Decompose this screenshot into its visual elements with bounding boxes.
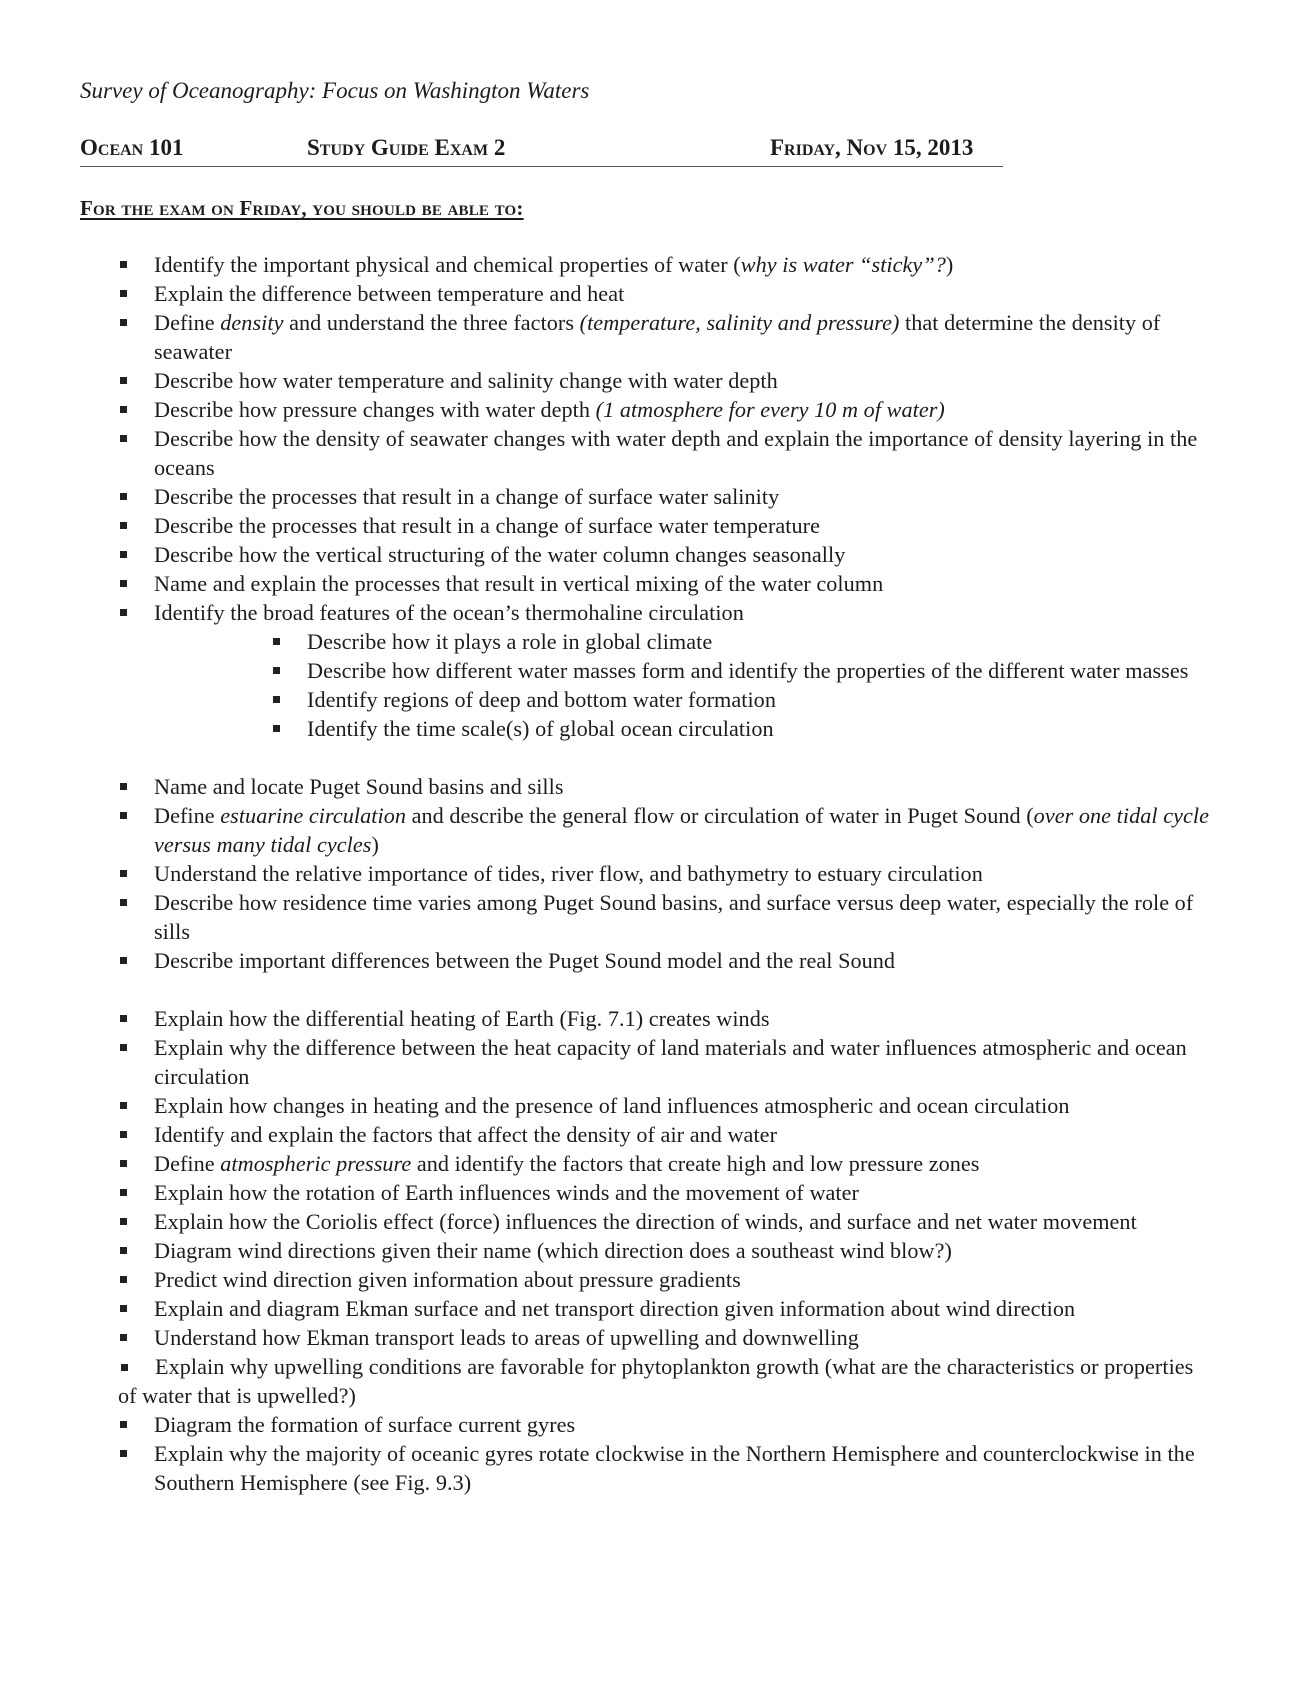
- objective-item: Describe how pressure changes with water depth (1 atmosphere for every 10 m of water): [0, 395, 1212, 424]
- exam-date: Friday, Nov 15, 2013: [770, 135, 974, 160]
- bullet-square-icon: [273, 696, 280, 703]
- instructions-heading: For the exam on Friday, you should be able to:: [80, 196, 524, 220]
- bullet-square-icon: [120, 406, 127, 413]
- objective-item: Name and locate Puget Sound basins and sills: [0, 772, 1212, 801]
- course-code: Ocean 101: [80, 135, 184, 160]
- objective-item: Explain and diagram Ekman surface and net transport direction given information about wind direction: [0, 1294, 1212, 1323]
- bullet-square-icon: [120, 1044, 127, 1051]
- bullet-square-icon: [120, 435, 127, 442]
- objective-item: Explain the difference between temperature and heat: [0, 279, 1212, 308]
- objective-item: Describe important differences between the Puget Sound model and the real Sound: [0, 946, 1212, 975]
- objective-item: Describe the processes that result in a change of surface water salinity: [0, 482, 1212, 511]
- bullet-square-icon: [120, 1160, 127, 1167]
- bullet-square-icon: [273, 667, 280, 674]
- objective-item: Identify and explain the factors that affect the density of air and water: [0, 1120, 1212, 1149]
- objective-item: Predict wind direction given information about pressure gradients: [0, 1265, 1212, 1294]
- bullet-square-icon: [120, 290, 127, 297]
- header-divider: [80, 166, 1003, 167]
- objective-item: Explain why upwelling conditions are favorable for phytoplankton growth (what are the characteristics or properties of water that is upwelled?): [118, 1354, 1194, 1408]
- bullet-square-icon: [120, 1131, 127, 1138]
- bullet-square-icon: [120, 899, 127, 906]
- objective-item: Explain how the differential heating of Earth (Fig. 7.1) creates winds: [0, 1004, 1212, 1033]
- objective-item: Explain why the difference between the heat capacity of land materials and water influences atmospheric and ocean circulation: [0, 1033, 1212, 1091]
- bullet-square-icon: [120, 957, 127, 964]
- objective-item: Explain how changes in heating and the presence of land influences atmospheric and ocean circulation: [0, 1091, 1212, 1120]
- bullet-square-icon: [120, 377, 127, 384]
- objective-item: Describe how the density of seawater changes with water depth and explain the importance of density layering in the oceans: [0, 424, 1212, 482]
- bullet-square-icon: [120, 493, 127, 500]
- objective-item: Define estuarine circulation and describe the general flow or circulation of water in Puget Sound (over one tidal cycle versus many tidal cycles): [0, 801, 1212, 859]
- bullet-square-icon: [120, 580, 127, 587]
- objective-item: Diagram the formation of surface current gyres: [0, 1410, 1212, 1439]
- objective-item: Name and explain the processes that result in vertical mixing of the water column: [0, 569, 1212, 598]
- sub-objective-item: Describe how different water masses form and identify the properties of the different water masses: [0, 656, 1212, 685]
- objectives-list: [0, 250, 1306, 1497]
- bullet-square-icon: [120, 261, 127, 268]
- objective-item: Explain how the Coriolis effect (force) influences the direction of winds, and surface and net water movement: [0, 1207, 1212, 1236]
- sub-objective-item: Identify regions of deep and bottom water formation: [0, 685, 1212, 714]
- objective-item: Define atmospheric pressure and identify the factors that create high and low pressure zones: [0, 1149, 1212, 1178]
- bullet-square-icon: [120, 1102, 127, 1109]
- course-title: Survey of Oceanography: Focus on Washington Waters: [80, 78, 590, 103]
- objective-item: Describe how the vertical structuring of the water column changes seasonally: [0, 540, 1212, 569]
- bullet-square-icon: [120, 522, 127, 529]
- sub-objective-item: Identify the time scale(s) of global ocean circulation: [0, 714, 1212, 743]
- section-gap: [0, 975, 1306, 1004]
- bullet-square-icon: [120, 1015, 127, 1022]
- bullet-square-icon: [120, 1189, 127, 1196]
- objective-item: Explain why the majority of oceanic gyres rotate clockwise in the Northern Hemisphere and counterclockwise in the Southern Hemisphere (see Fig. 9.3): [0, 1439, 1212, 1497]
- objective-item: Identify the broad features of the ocean’s thermohaline circulation: [0, 598, 1212, 627]
- bullet-square-icon: [120, 1305, 127, 1312]
- bullet-square-icon: [120, 1334, 127, 1341]
- sub-objective-item: Describe how it plays a role in global climate: [0, 627, 1212, 656]
- bullet-square-icon: [273, 638, 280, 645]
- objective-item: Describe how water temperature and salinity change with water depth: [0, 366, 1212, 395]
- bullet-square-icon: [120, 783, 127, 790]
- objective-item: Understand how Ekman transport leads to areas of upwelling and downwelling: [0, 1323, 1212, 1352]
- bullet-square-icon: [121, 1364, 128, 1371]
- objective-item: Define density and understand the three factors (temperature, salinity and pressure) that determine the density of seawater: [0, 308, 1212, 366]
- objective-item: Describe the processes that result in a change of surface water temperature: [0, 511, 1212, 540]
- section-gap: [0, 743, 1306, 772]
- bullet-square-icon: [120, 1276, 127, 1283]
- objective-item: Describe how residence time varies among Puget Sound basins, and surface versus deep water, especially the role of sills: [0, 888, 1212, 946]
- bullet-square-icon: [120, 551, 127, 558]
- bullet-square-icon: [120, 1218, 127, 1225]
- exam-header: [80, 135, 1220, 169]
- bullet-square-icon: [120, 1450, 127, 1457]
- bullet-square-icon: [120, 609, 127, 616]
- guide-title: Study Guide Exam 2: [307, 135, 506, 160]
- objective-item: Identify the important physical and chemical properties of water (why is water “sticky”?): [0, 250, 1212, 279]
- bullet-square-icon: [273, 725, 280, 732]
- bullet-square-icon: [120, 1247, 127, 1254]
- bullet-square-icon: [120, 319, 127, 326]
- objective-item: Explain how the rotation of Earth influences winds and the movement of water: [0, 1178, 1212, 1207]
- objective-item: Understand the relative importance of tides, river flow, and bathymetry to estuary circulation: [0, 859, 1212, 888]
- bullet-square-icon: [120, 870, 127, 877]
- bullet-square-icon: [120, 1421, 127, 1428]
- bullet-square-icon: [120, 812, 127, 819]
- objective-item: Diagram wind directions given their name (which direction does a southeast wind blow?): [0, 1236, 1212, 1265]
